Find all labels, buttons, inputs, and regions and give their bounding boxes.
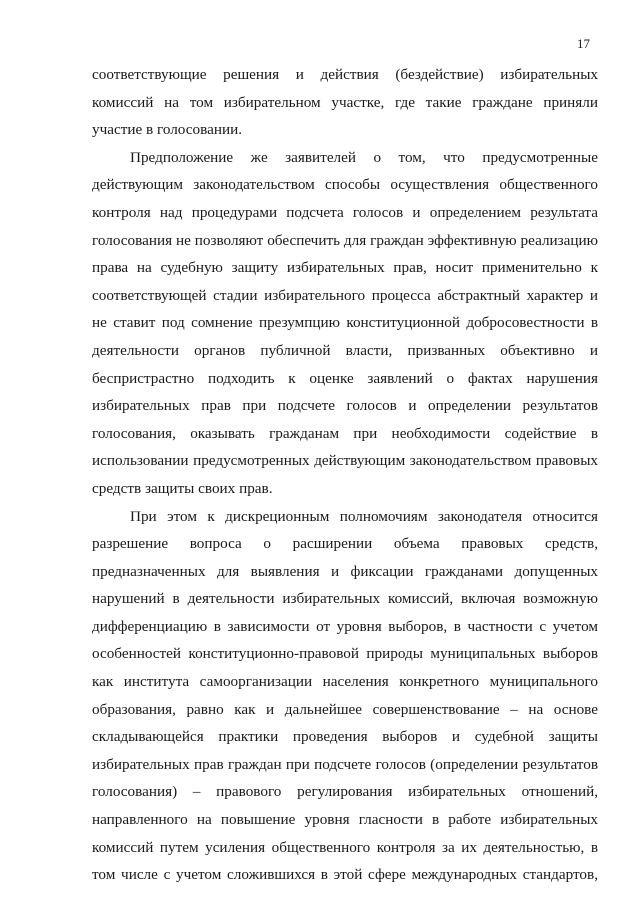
text-line: не ставит под сомнение презумпцию конституционной добросовестности в — [92, 314, 598, 332]
document-body — [92, 61, 598, 889]
text-line: соответствующие решения и действия (бездействие) избирательных — [92, 66, 598, 83]
text-line: права на судебную защиту избирательных прав, носит применительно к — [92, 259, 598, 277]
text-line: средств защиты своих прав. — [92, 479, 273, 497]
paragraph — [92, 503, 598, 889]
text-line: участие в голосовании. — [92, 121, 243, 139]
text-line: комиссий на том избирательном участке, где такие граждане приняли — [92, 93, 598, 111]
text-line: предназначенных для выявления и фиксации гражданами допущенных — [92, 562, 598, 580]
text-line: использовании предусмотренных действующим законодательством правовых — [92, 452, 598, 470]
text-line: голосования не позволяют обеспечить для граждан эффективную реализацию — [92, 231, 598, 249]
text-line: дифференциацию в зависимости от уровня выборов, в частности с учетом — [92, 617, 598, 635]
text-line: направленного на повышение уровня гласности в работе избирательных — [92, 811, 598, 829]
page-number: 17 — [577, 36, 590, 51]
text-line: голосования, оказывать гражданам при необходимости содействие в — [92, 424, 598, 442]
text-line: деятельности органов публичной власти, призванных объективно и — [92, 341, 598, 359]
text-line: как института самоорганизации населения конкретного муниципального — [92, 673, 598, 691]
text-line: образования, равно как и дальнейшее совершенствование – на основе — [92, 700, 598, 718]
paragraph — [92, 144, 598, 503]
text-line: разрешение вопроса о расширении объема правовых средств, — [92, 535, 598, 553]
text-line: голосования) – правового регулирования избирательных отношений, — [92, 783, 598, 801]
text-line: действующим законодательством способы осуществления общественного — [92, 176, 598, 194]
text-line: нарушений в деятельности избирательных комиссий, включая возможную — [92, 590, 598, 608]
text-line: соответствующей стадии избирательного процесса абстрактный характер и — [92, 286, 598, 304]
text-line: беспристрастно подходить к оценке заявлений о фактах нарушения — [92, 369, 598, 387]
text-line: складывающейся практики проведения выборов и судебной защиты — [92, 728, 598, 746]
text-line: Предположение же заявителей о том, что предусмотренные — [130, 148, 598, 166]
text-line: контроля над процедурами подсчета голосов и определением результата — [92, 203, 598, 221]
text-line: комиссий путем усиления общественного контроля за их деятельностью, в — [92, 838, 598, 856]
text-line: избирательных прав граждан при подсчете голосов (определении результатов — [92, 755, 598, 773]
text-line: том числе с учетом сложившихся в этой сфере международных стандартов, — [92, 866, 598, 884]
text-line: При этом к дискреционным полномочиям законодателя относится — [130, 507, 598, 525]
paragraph — [92, 61, 598, 144]
text-line: избирательных прав при подсчете голосов и определении результатов — [92, 397, 598, 415]
text-line: особенностей конституционно-правовой природы муниципальных выборов — [92, 645, 598, 663]
